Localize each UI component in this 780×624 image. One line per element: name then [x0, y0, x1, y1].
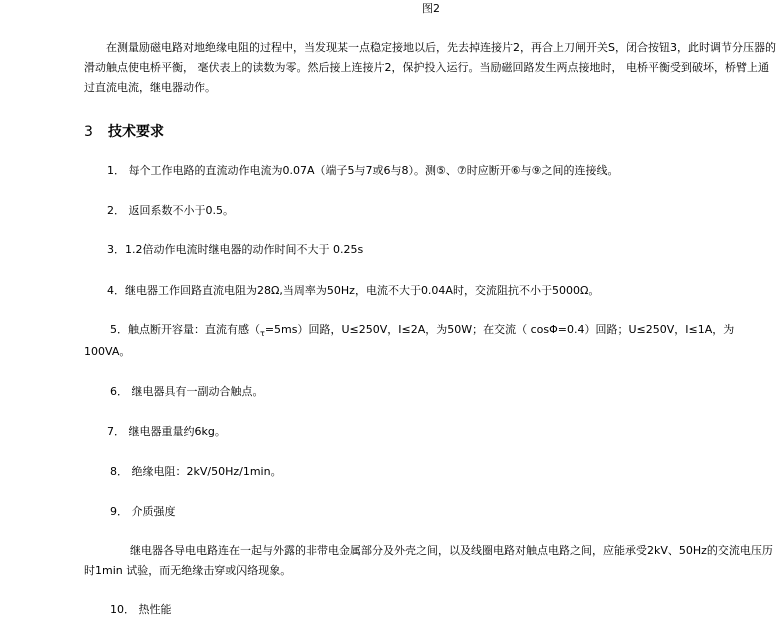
dielectric-paragraph-text: 继电器各导电电路连在一起与外露的非带电金属部分及外壳之间，以及线圈电路对触点电路之间，应能承受2kV、50Hz的交流电压历时1min 试验，而无绝缘击穿或闪络现象。: [84, 544, 773, 577]
item5-part2: =5ms）回路，U≤250V，I≤2A，为50W；在交流（ cosΦ=0.4）回路；U≤250V，I≤1A，为: [264, 323, 735, 336]
section-heading: [84, 123, 164, 141]
tau-symbol: τ: [260, 329, 265, 339]
intro-paragraph-text: 在测量励磁电路对地绝缘电阻的过程中，当发现某一点稳定接地以后，先去掉连接片2，再合上刀闸开关S，闭合按钮3，此时调节分压器的滑动触点使电桥平衡， 毫伏表上的读数为零。然后接上连接片2，保护投入运行。当励磁回路发生两点接地时， 电桥平衡受到破坏，桥臂上通过直流电流，继电器动作。: [84, 41, 776, 94]
list-item: 3．1.2倍动作电流时继电器的动作时间不大于 0.25s: [107, 243, 364, 256]
list-item: 2． 返回系数不小于0.5。: [107, 204, 234, 217]
list-item: 8． 绝缘电阻：2kV/50Hz/1min。: [110, 465, 282, 478]
list-item: 4．继电器工作回路直流电阻为28Ω,当周率为50Hz，电流不大于0.04A时，交流阻抗不小于5000Ω。: [107, 284, 600, 297]
section-number: 3: [84, 124, 93, 140]
intro-paragraph: [84, 38, 778, 98]
list-item-5: [110, 323, 734, 341]
list-item-5-continuation: 100VA。: [84, 345, 131, 358]
figure-caption: 图2: [422, 2, 440, 15]
list-item: 6． 继电器具有一副动合触点。: [110, 385, 264, 398]
item5-part1: 5．触点断开容量：直流有感（: [110, 323, 260, 336]
list-item: 1． 每个工作电路的直流动作电流为0.07A（端子5与7或6与8）。测⑤、⑦时应断开⑥与⑨之间的连接线。: [107, 164, 619, 177]
section-title: 技术要求: [108, 124, 164, 140]
dielectric-paragraph: [84, 541, 778, 581]
list-item: 10． 热性能: [110, 603, 172, 616]
list-item: 9． 介质强度: [110, 505, 176, 518]
list-item: 7． 继电器重量约6kg。: [107, 425, 226, 438]
